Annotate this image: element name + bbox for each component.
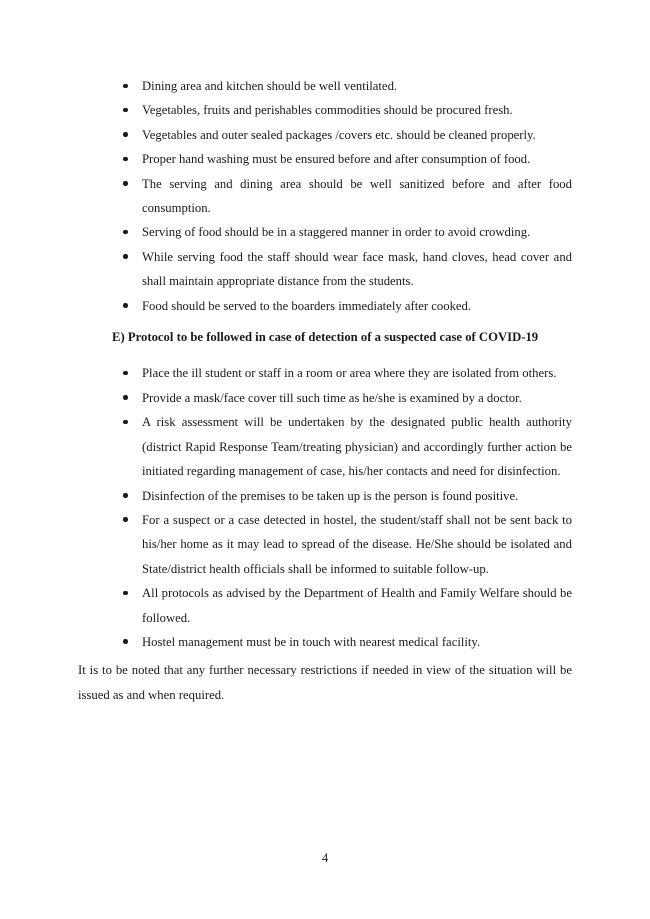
section-e-heading: E) Protocol to be followed in case of detection of a suspected case of COVID-19	[112, 330, 539, 345]
bullet-item: Vegetables and outer sealed packages /covers etc. should be cleaned properly.	[142, 123, 572, 147]
bullet-item: Place the ill student or staff in a room or area where they are isolated from others.	[142, 361, 572, 385]
bullet-item: The serving and dining area should be well sanitized before and after food consumption.	[142, 172, 572, 221]
bullet-item: A risk assessment will be undertaken by the designated public health authority (district Rapid Response Team/treating physician) and accordingly further action be initiated regarding management of case, his/her contacts and need for disinfection.	[142, 410, 572, 483]
bullet-item: Serving of food should be in a staggered manner in order to avoid crowding.	[142, 220, 572, 244]
closing-paragraph: It is to be noted that any further necessary restrictions if needed in view of the situation will be issued as and when required.	[78, 663, 572, 702]
bullet-item: Provide a mask/face cover till such time as he/she is examined by a doctor.	[142, 386, 572, 410]
bullet-item: For a suspect or a case detected in hostel, the student/staff shall not be sent back to his/her home as it may lead to spread of the disease. He/She should be isolated and State/district health officials shall be informed to suitable follow-up.	[142, 508, 572, 581]
bullet-item: Vegetables, fruits and perishables commodities should be procured fresh.	[142, 98, 572, 122]
bullet-item: Disinfection of the premises to be taken up is the person is found positive.	[142, 484, 572, 508]
bullet-item: Hostel management must be in touch with nearest medical facility.	[142, 630, 572, 654]
page-number: 4	[321, 851, 329, 865]
bullet-item: While serving food the staff should wear face mask, hand cloves, head cover and shall maintain appropriate distance from the students.	[142, 245, 572, 294]
bullet-item: Food should be served to the boarders immediately after cooked.	[142, 294, 572, 318]
food-guidelines-list	[78, 74, 572, 318]
covid-protocol-list	[78, 361, 572, 654]
bullet-item: Dining area and kitchen should be well ventilated.	[142, 74, 572, 98]
bullet-item: All protocols as advised by the Department of Health and Family Welfare should be followed.	[142, 581, 572, 630]
bullet-item: Proper hand washing must be ensured before and after consumption of food.	[142, 147, 572, 171]
